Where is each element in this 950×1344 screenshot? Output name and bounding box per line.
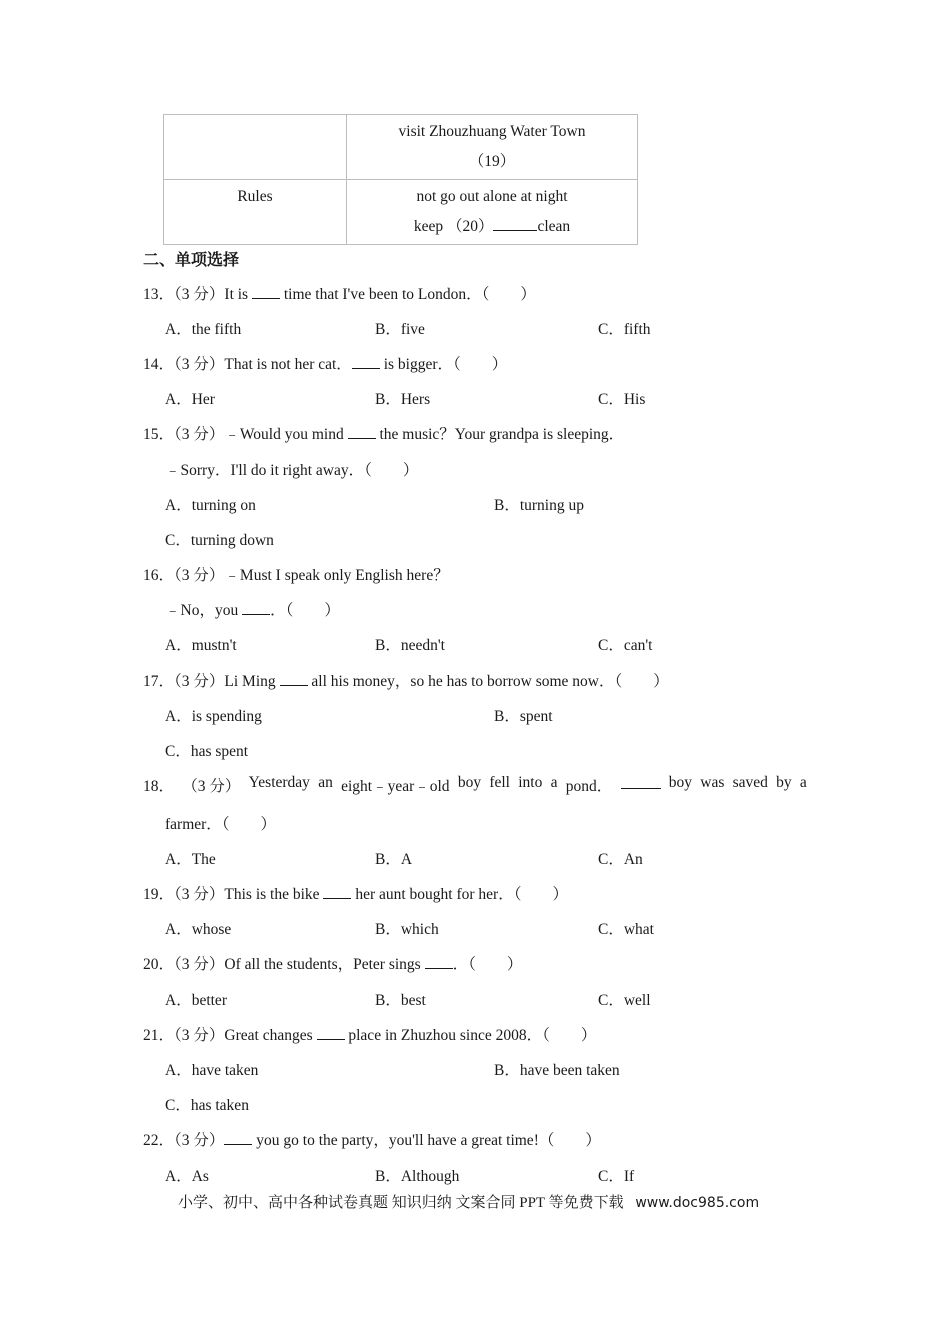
option-c[interactable]: C．If <box>598 1168 635 1185</box>
option-a[interactable]: A．whose <box>165 921 232 938</box>
option-a[interactable]: A．As <box>165 1168 209 1185</box>
option-a[interactable]: A．The <box>165 851 216 868</box>
rule-line: not go out alone at night <box>416 188 568 205</box>
option-a[interactable]: A．have taken <box>165 1062 259 1079</box>
option-b[interactable]: B．have been taken <box>494 1062 620 1079</box>
question-20: 20．（3 分）Of all the students，Peter sings ．（ ） <box>143 956 523 973</box>
option-c[interactable]: C．well <box>598 992 651 1009</box>
option-c[interactable]: C．what <box>598 921 654 938</box>
question-18-line2: farmer．（ ） <box>165 816 277 833</box>
option-b[interactable]: B．needn't <box>375 637 445 654</box>
rule-line-blank-20: keep （20） clean <box>413 218 571 235</box>
answer-blank[interactable] <box>348 424 376 439</box>
option-c[interactable]: C．His <box>598 391 646 408</box>
footer <box>178 1191 759 1212</box>
question-19: 19．（3 分）This is the bike her aunt bought for her．（ ） <box>143 886 568 903</box>
question-13: 13．（3 分）It is time that I've been to London．（ ） <box>143 286 536 303</box>
question-14: 14．（3 分）That is not her cat． is bigger．（ ） <box>143 356 508 373</box>
option-c[interactable]: C．An <box>598 851 643 868</box>
question-15-line2: ﹣Sorry．I'll do it right away．（ ） <box>165 462 419 479</box>
option-b[interactable]: B．which <box>375 921 439 938</box>
activity-blank-19: （19） <box>468 153 516 170</box>
option-a[interactable]: A．is spending <box>165 708 262 725</box>
option-c[interactable]: C．has spent <box>165 743 249 760</box>
option-c[interactable]: C．has taken <box>165 1097 249 1114</box>
option-c[interactable]: C．turning down <box>165 532 274 549</box>
option-b[interactable]: B．best <box>375 992 426 1009</box>
answer-blank[interactable] <box>317 1025 345 1040</box>
answer-blank[interactable] <box>323 884 351 899</box>
answer-blank[interactable] <box>425 954 453 969</box>
answer-blank[interactable] <box>621 774 661 789</box>
table-row <box>164 115 638 180</box>
option-b[interactable]: B．spent <box>494 708 553 725</box>
answer-blank[interactable] <box>224 1130 252 1145</box>
footer-text: 小学、初中、高中各种试卷真题 知识归纳 文案合同 PPT 等免费下载 <box>178 1195 624 1211</box>
question-16-line2: ﹣No，you ．（ ） <box>165 602 340 619</box>
activity-line: visit Zhouzhuang Water Town <box>398 123 586 140</box>
option-b[interactable]: B．turning up <box>494 497 584 514</box>
table-cell-empty <box>164 115 347 180</box>
option-c[interactable]: C．can't <box>598 637 653 654</box>
answer-blank[interactable] <box>280 671 308 686</box>
option-b[interactable]: B．Hers <box>375 391 431 408</box>
question-16: 16．（3 分）﹣Must I speak only English here？ <box>143 567 449 584</box>
question-22: 22．（3 分） you go to the party，you'll have a great time!（ ） <box>143 1132 601 1149</box>
option-a[interactable]: A．better <box>165 992 227 1009</box>
section-title: 二、单项选择 <box>143 252 240 269</box>
table-cell-activity <box>347 115 638 180</box>
table-cell-rules-label: Rules <box>164 180 347 245</box>
info-table <box>163 114 638 245</box>
option-b[interactable]: B．five <box>375 321 425 338</box>
answer-blank[interactable] <box>252 284 280 299</box>
option-a[interactable]: A．mustn't <box>165 637 237 654</box>
table-row <box>164 180 638 245</box>
answer-blank[interactable] <box>242 600 270 615</box>
option-a[interactable]: A．Her <box>165 391 215 408</box>
question-17: 17．（3 分）Li Ming all his money，so he has to borrow some now．（ ） <box>143 673 669 690</box>
footer-link[interactable]: www.doc985.com <box>635 1195 760 1211</box>
option-a[interactable]: A．turning on <box>165 497 256 514</box>
option-b[interactable]: B．Although <box>375 1168 460 1185</box>
option-b[interactable]: B．A <box>375 851 413 868</box>
question-21: 21．（3 分）Great changes place in Zhuzhou since 2008．（ ） <box>143 1027 597 1044</box>
option-a[interactable]: A．the fifth <box>165 321 242 338</box>
table-cell-rules <box>347 180 638 245</box>
answer-blank[interactable] <box>493 216 537 231</box>
answer-blank[interactable] <box>352 354 380 369</box>
question-18: 18． （3 分） Yesterday an eight﹣year﹣old boy fell into a pond． boy was saved by a <box>143 774 807 795</box>
question-15: 15．（3 分）﹣Would you mind the music？Your grandpa is sleeping． <box>143 426 625 443</box>
option-c[interactable]: C．fifth <box>598 321 651 338</box>
